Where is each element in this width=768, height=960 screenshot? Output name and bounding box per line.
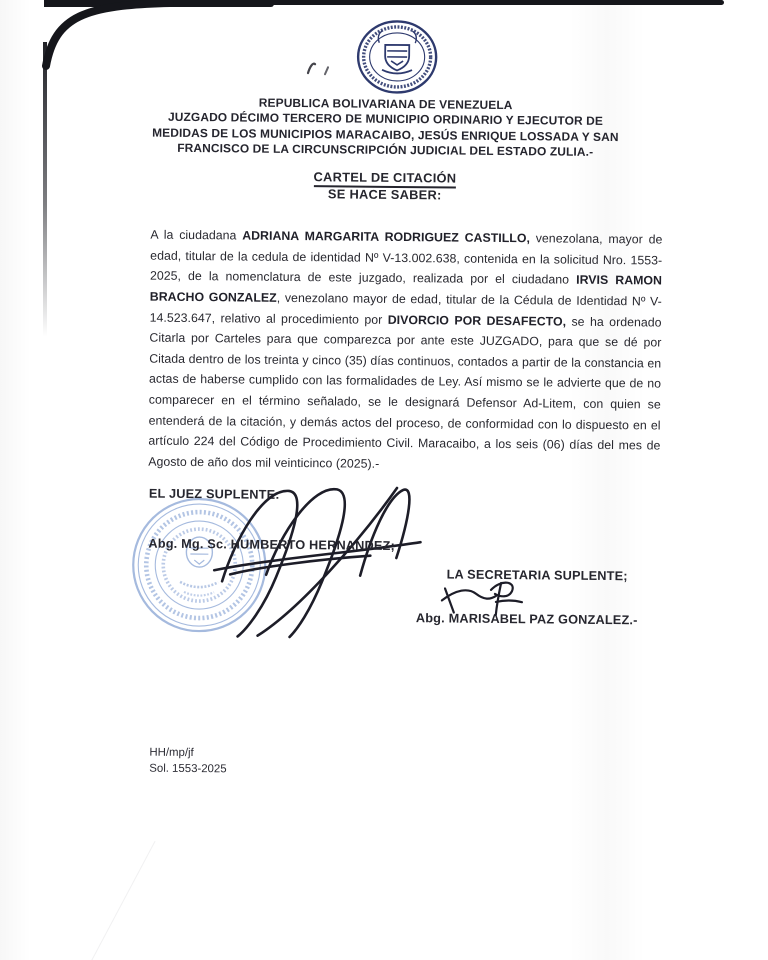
page-title-text: CARTEL DE CITACIÓN xyxy=(313,169,456,188)
document-footer xyxy=(149,746,227,778)
header-line: REPUBLICA BOLIVARIANA DE VENEZUELA xyxy=(258,95,513,113)
header-line: JUZGADO DÉCIMO TERCERO DE MUNICIPIO ORDINARIO Y EJECUTOR DE xyxy=(167,110,604,129)
judge-name: Abg. Mg. Sc. HUMBERTO HERNANDEZ; xyxy=(148,536,396,553)
court-header xyxy=(85,94,686,161)
body-text: A la ciudadana xyxy=(150,227,243,243)
secretary-name: Abg. MARISABEL PAZ GONZALEZ.- xyxy=(415,611,638,628)
body-text-bold: DIVORCIO POR DESAFECTO, xyxy=(387,312,567,329)
judge-label: EL JUEZ SUPLENTE: xyxy=(148,486,280,502)
header-line: MEDIDAS DE LOS MUNICIPIOS MARACAIBO, JESÚS ENRIQUE LOSSADA Y SAN xyxy=(152,125,619,144)
judge-signature xyxy=(200,478,440,642)
body-text-bold: IRVIS RAMON BRACHO GONZALEZ xyxy=(149,273,663,305)
page-subtitle: SE HACE SABER: xyxy=(327,186,442,203)
secretary-label: LA SECRETARIA SUPLENTE; xyxy=(446,567,628,584)
footer-reference: Sol. 1553-2025 xyxy=(149,762,227,775)
body-text: venezolana, mayor de edad, titular de la cedula de identidad Nº V-13.002.638, contenida en la solicitud Nro. 1553-2025, de la nomenclatura de este juzgado, realizada por el ciudadano xyxy=(149,231,663,288)
pen-mark xyxy=(300,49,344,83)
national-emblem-seal-icon xyxy=(349,15,446,100)
header-line: FRANCISCO DE LA CIRCUNSCRIPCIÓN JUDICIAL DEL ESTADO ZULIA.- xyxy=(177,141,594,160)
body-text: , venezolano mayor de edad, titular de la Cédula de Identidad Nº V-14.523.647, relativo al procedimiento por xyxy=(149,290,662,327)
footer-initials: HH/mp/jf xyxy=(149,746,194,760)
citation-body-paragraph xyxy=(148,225,662,477)
body-text: se ha ordenado Citarla por Carteles para que comparezca por ante este JUZGADO, para que se dé por Citada dentro de los treinta y cinco (35) días continuos, contados a partir de la constancia en actas de haberse cumplido con las formalidades de Ley. Así mismo se le advierte que de no comparecer en el término señalado, se le designará Defensor Ad-Litem, con quien se entenderá de la citación, y demás actos del proceso, de conformidad con lo dispuesto en el artículo 224 del Código de Procedimiento Civil. Maracaibo, a los seis (06) días del mes de Agosto de año dos mil veinticinco (2025).- xyxy=(148,314,662,471)
secretary-signature xyxy=(438,576,536,619)
body-text-bold: ADRIANA MARGARITA RODRIGUEZ CASTILLO, xyxy=(242,228,531,246)
